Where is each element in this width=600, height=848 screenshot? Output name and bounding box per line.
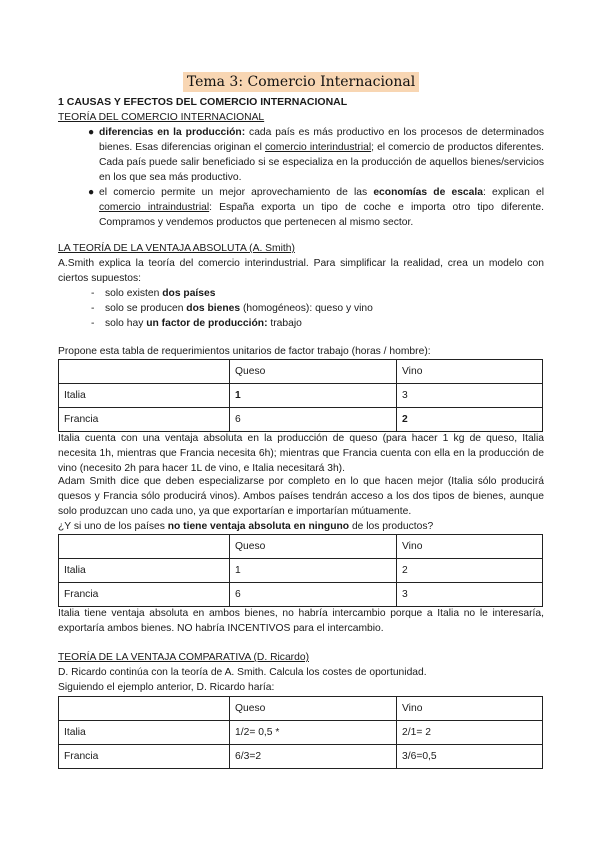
para2: Adam Smith dice que deben especializarse por completo en lo que hacen mejor (Italia sólo producirá quesos y Francia sólo producirá vinos). Ambos países tendrán acceso a los dos tipos de bienes, aunque solo produzcan uno cada uno, ya que exportarían e importarían mútuamente.: [58, 476, 544, 517]
comparative-heading: TEORÍA DE LA VENTAJA COMPARATIVA (D. Ricardo): [58, 652, 309, 663]
section1: [58, 95, 544, 230]
section1-subheading: TEORÍA DEL COMERCIO INTERNACIONAL: [58, 112, 265, 123]
absolute-intro: A.Smith explica la teoría del comercio interindustrial. Para simplificar la realidad, crea un modelo con ciertos supuestos:: [58, 258, 544, 284]
table-row: Italia 1 3: [59, 384, 543, 408]
table-row: Francia 6 3: [59, 583, 543, 607]
table-intro: Propone esta tabla de requerimientos unitarios de factor trabajo (horas / hombre):: [58, 346, 431, 357]
para3: Italia tiene ventaja absoluta en ambos bienes, no habría intercambio porque a Italia no le interesaría, exportaría ambos bienes. NO habría INCENTIVOS para el intercambio.: [58, 608, 544, 634]
list-item: - solo existen dos países: [91, 288, 216, 299]
comparative-line1: D. Ricardo continúa con la teoría de A. Smith. Calcula los costes de oportunidad.: [58, 667, 427, 678]
table-row: Francia 6/3=2 3/6=0,5: [59, 745, 543, 769]
table-row: Francia 6 2: [59, 408, 543, 432]
opportunity-cost-table: [58, 696, 543, 769]
list-item: ● el comercio permite un mejor aprovechamiento de las economías de escala: explican el comercio intraindustrial: España exporta un tipo de coche e importa otro tipo diferente. Compramos y vendemos productos que pertenecen al mismo sector.: [88, 187, 544, 228]
section1-heading: 1 CAUSAS Y EFECTOS DEL COMERCIO INTERNACIONAL: [58, 96, 348, 108]
comparative-line2: Siguiendo el ejemplo anterior, D. Ricardo haría:: [58, 682, 275, 693]
absolute-section: [58, 241, 544, 331]
requirements-table-1: [58, 359, 543, 432]
title-wrap: [58, 72, 544, 92]
table-row: Italia 1/2= 0,5 * 2/1= 2: [59, 721, 543, 745]
table-header-row: Queso Vino: [59, 535, 543, 559]
para1: Italia cuenta con una ventaja absoluta en la producción de queso (para hacer 1 kg de queso, Italia necesita 1h, mientras que Francia necesita 6h); mientras que Francia cuenta con ella en la producción de vino (necesito 2h para hacer 1L de vino, e Italia necesitará 3h).: [58, 433, 544, 474]
question: ¿Y si uno de los países no tiene ventaja absoluta en ninguno de los productos?: [58, 521, 434, 532]
bullet-icon: ●: [88, 187, 95, 198]
list-item: - solo hay un factor de producción: trabajo: [91, 318, 302, 329]
absolute-heading: LA TEORÍA DE LA VENTAJA ABSOLUTA (A. Smith): [58, 243, 295, 254]
list-item: - solo se producen dos bienes (homogéneos): queso y vino: [91, 303, 373, 314]
table-header-row: Queso Vino: [59, 360, 543, 384]
assumptions-list: [58, 286, 544, 331]
list-item: ● diferencias en la producción: cada país es más productivo en los procesos de determinados bienes. Esas diferencias originan el comercio interindustrial; el comercio de productos diferentes. Cada país puede salir beneficiado si se especializa en la producción de aquellos bienes/servicios en los que sea más productivo.: [88, 127, 544, 183]
section1-bullets: [58, 125, 544, 230]
requirements-table-2: [58, 534, 543, 607]
comparative-section: [58, 650, 544, 695]
bullet-icon: ●: [88, 127, 95, 138]
table-row: Italia 1 2: [59, 559, 543, 583]
table-header-row: Queso Vino: [59, 697, 543, 721]
page-title: Tema 3: Comercio Internacional: [183, 72, 419, 92]
